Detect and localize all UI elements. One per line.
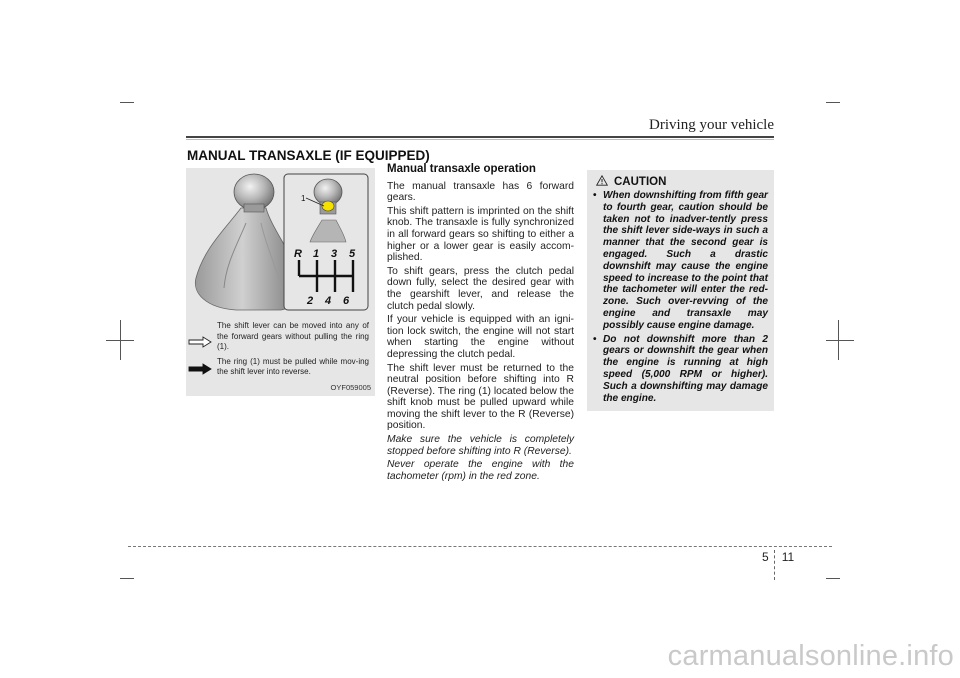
operation-paragraph: If your vehicle is equipped with an igni-tion lock switch, the engine will not start when starting the engine without depressing the clutch pedal. <box>387 314 574 360</box>
pattern-label-2: 2 <box>307 295 314 307</box>
operation-section <box>387 164 574 484</box>
operation-paragraph: The shift lever must be returned to the neutral position before shifting into R (Reverse). The ring (1) located below the shift knob must be pulled upward while moving the shift lever to the R (Reverse) position. <box>387 362 574 432</box>
pattern-label-3: 3 <box>331 248 338 260</box>
chapter-number: 5 <box>762 550 769 564</box>
section-title: MANUAL TRANSAXLE (IF EQUIPPED) <box>187 148 430 163</box>
gear-shift-figure <box>186 168 375 396</box>
page-number <box>762 550 794 580</box>
watermark: carmanualsonline.info <box>667 640 954 672</box>
pattern-label-5: 5 <box>349 248 356 260</box>
operation-note: Never operate the engine with the tachometer (rpm) in the red zone. <box>387 459 574 482</box>
footer-rule <box>128 546 832 547</box>
ring-callout-label: 1 <box>301 194 306 203</box>
page-number-separator <box>774 550 776 580</box>
header-rule-shadow <box>186 139 774 140</box>
caution-title: CAUTION <box>614 176 667 188</box>
operation-paragraph: This shift pattern is imprinted on the shift knob. The transaxle is fully synchronized in all forward gears so shifting to either a higher or a lower gear is easily accom-plished. <box>387 205 574 264</box>
pattern-label-4: 4 <box>325 295 332 307</box>
crop-mark <box>120 102 134 103</box>
warning-triangle-icon <box>596 175 608 186</box>
pattern-label-6: 6 <box>343 295 350 307</box>
caution-header <box>596 175 666 188</box>
caption-forward-gears: The shift lever can be moved into any of the forward gears without pulling the ring (1). <box>217 321 369 351</box>
running-header: Driving your vehicle <box>649 117 774 133</box>
filled-arrow-icon <box>188 363 212 375</box>
registration-mark-right <box>826 340 854 341</box>
figure-caption <box>217 321 369 382</box>
pattern-label-r: R <box>294 248 302 260</box>
caption-reverse: The ring (1) must be pulled while mov-ing the shift lever into reverse. <box>217 356 369 376</box>
operation-paragraph: To shift gears, press the clutch pedal down fully, select the desired gear with the gearshift lever, and release the clutch pedal slowly. <box>387 265 574 312</box>
page-number-value: 11 <box>781 550 795 564</box>
caution-list <box>593 190 768 406</box>
outline-arrow-icon <box>188 336 212 348</box>
operation-paragraph: The manual transaxle has 6 forward gears. <box>387 180 574 204</box>
caution-item: • When downshifting from fifth gear to fourth gear, caution should be taken not to inadver-tently press the shift lever side-ways in such a manner that the second gear is engaged. Such a drastic downshift may cause the engine speed to increase to the point that the tachometer will enter the red-zone. Such over-revving of the engine and transaxle may possibly cause engine damage. <box>593 190 768 332</box>
caution-box <box>587 170 774 411</box>
crop-mark <box>826 102 840 103</box>
operation-heading: Manual transaxle operation <box>387 163 536 175</box>
header-rule <box>186 136 774 138</box>
figure-code: OYF059005 <box>330 383 371 392</box>
caution-item: • Do not downshift more than 2 gears or downshift the gear when the engine is running at high speed (5,000 RPM or higher). Such a downshifting may damage the engine. <box>593 334 768 405</box>
operation-note: Make sure the vehicle is completely stopped before shifting into R (Reverse). <box>387 434 574 457</box>
crop-mark <box>120 578 134 579</box>
gear-shift-illustration <box>186 168 375 313</box>
registration-mark-left <box>106 340 134 341</box>
pattern-label-1: 1 <box>313 248 320 260</box>
crop-mark <box>826 578 840 579</box>
